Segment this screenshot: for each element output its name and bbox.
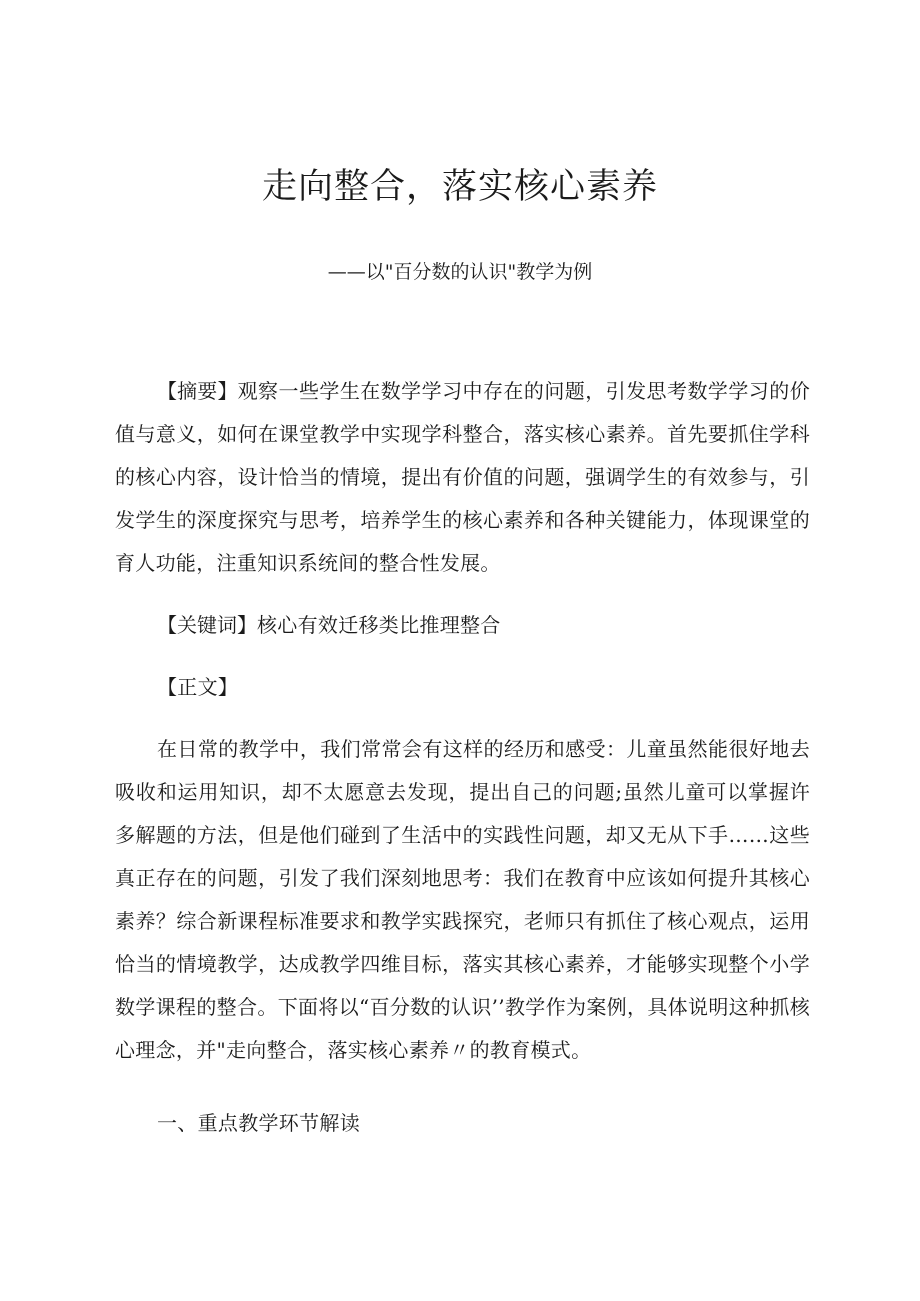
abstract-text: 观察一些学生在数学学习中存在的问题，引发思考数学学习的价值与意义，如何在课堂教学中实现学科整合，落实核心素养。首先要抓住学科的核心内容，设计恰当的情境，提出有价值的问题，强调学生的有效参与，引发学生的深度探究与思考，培养学生的核心素养和各种关键能力，体现课堂的育人功能，注重知识系统间的整合性发展。 xyxy=(115,379,810,575)
main-paragraph: 在日常的教学中，我们常常会有这样的经历和感受：儿童虽然能很好地去吸收和运用知识，却不太愿意去发现，提出自己的问题;虽然儿童可以掌握许多解题的方法，但是他们碰到了生活中的实践性问题，却又无从下手……这些真正存在的问题，引发了我们深刻地思考：我们在教育中应该如何提升其核心素养？综合新课程标准要求和教学实践探究，老师只有抓住了核心观点，运用恰当的情境教学，达成教学四维目标，落实其核心素养，才能够实现整个小学数学课程的整合。下面将以“百分数的认识’’教学作为案例，具体说明这种抓核心理念，并"走向整合，落实核心素养〃的教育模式。 xyxy=(115,737,810,1062)
abstract-paragraph xyxy=(115,370,810,585)
document-title: 走向整合，落实核心素养 xyxy=(261,167,658,207)
keywords-text: 核心有效迁移类比推理整合 xyxy=(257,613,501,637)
abstract-label: 【摘要】 xyxy=(157,379,238,403)
document-subtitle: ——以"百分数的认识"教学为例 xyxy=(327,261,593,283)
keywords-label: 【关键词】 xyxy=(157,613,257,637)
body-label: 【正文】 xyxy=(157,675,239,699)
section-heading: 一、重点教学环节解读 xyxy=(157,1111,360,1135)
keywords-paragraph xyxy=(115,604,810,647)
